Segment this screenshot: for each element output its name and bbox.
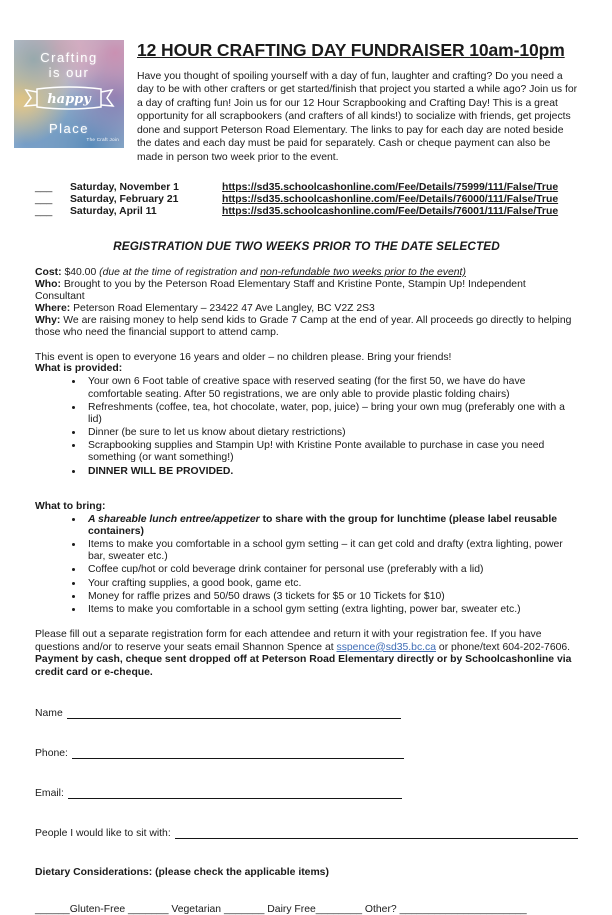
list-item: • Your own 6 Foot table of creative space with reserved seating (for the first 50, we have do have comfortable seating. After 50 registrations, we are only able to provide plastic folding chairs) [84,376,578,400]
header [14,40,578,164]
payment-instructions: Payment by cash, cheque sent dropped off at Peterson Road Elementary directly or by Schoolcashonline via credit card or e-cheque. [35,654,572,678]
list-item: • Scrapbooking supplies and Stampin Up! with Kristine Ponte available to purchase in case you need something (or want something!) [84,440,578,464]
dietary-blank: _______ [125,904,172,915]
checkbox-blank: ___ [35,193,53,205]
cost-note-refund-policy: non-refundable two weeks prior to the event) [260,266,466,278]
dietary-option-vegetarian: Vegetarian [171,904,222,915]
date-row-november [35,182,578,194]
shareable-lunch-emphasis: A shareable lunch entree/appetizer [88,513,260,525]
phone-fill-line [72,746,404,759]
dietary-blank: ______ [35,904,70,915]
why-line [35,315,578,339]
logo-text-line: Place [48,120,90,136]
email-field-row [35,786,578,799]
list-item: • Items to make you comfortable in a school gym setting (extra lighting, power bar, sweater etc.) [84,604,578,616]
logo-text-line: Crafting [40,50,98,66]
cost-value: $40.00 [61,266,100,278]
list-item: • Dinner (be sure to let us know about dietary restrictions) [84,427,578,439]
dietary-other-blank: ______________________ [399,904,527,915]
sit-with-label: People I would like to sit with: [35,828,171,840]
dietary-options-line [35,904,578,915]
phone-field-row [35,746,578,759]
where-text: Peterson Road Elementary – 23422 47 Ave Langley, BC V2Z 2S3 [70,302,375,314]
payment-link-april[interactable]: https://sd35.schoolcashonline.com/Fee/Details/76001/111/False/True [222,205,559,217]
logo-text-line: is our [48,65,90,81]
cost-label: Cost: [35,266,62,278]
bring-list [35,514,578,616]
closing-text: Please fill out a separate registration form for each attendee and return it with your registration fee. If you have questions and/or to reserve your seats email Shannon Spence at [35,629,542,653]
cost-line [35,267,578,279]
checkbox-blank: ___ [35,181,53,193]
cost-note: (due at the time of registration and [99,266,261,278]
page-title: 12 HOUR CRAFTING DAY FUNDRAISER 10am-10pm [137,40,565,60]
checkbox-blank: ___ [35,205,53,217]
why-text: We are raising money to help send kids to Grade 7 Camp at the end of year. All proceeds go directly to helping those who need the financial support to attend camp. [35,314,572,338]
who-label: Who: [35,278,61,290]
ribbon-banner-icon [22,82,116,121]
list-item: • Your crafting supplies, a good book, game etc. [84,578,578,590]
name-field-row [35,706,578,719]
bring-heading: What to bring: [35,500,106,512]
logo-watermark: The Craft Join [86,137,119,142]
list-item: • Coffee cup/hot or cold beverage drink container for personal use (preferably with a lid) [84,564,578,576]
crafting-logo-image [14,40,124,148]
who-text: Brought to you by the Peterson Road Elementary Staff and Kristine Ponte, Stampin Up! Independent Consultant [35,278,526,302]
name-fill-line [67,706,401,719]
list-item-dinner-provided: • DINNER WILL BE PROVIDED. [84,466,578,478]
where-line [35,303,578,315]
closing-paragraph [35,629,578,679]
list-item-shareable-lunch [84,514,578,538]
intro-paragraph: Have you thought of spoiling yourself with a day of fun, laughter and crafting? Do you need a day to be with other crafters or get started/finish that project you started a while ago? Join us for a day of crafting fun! Join us for our 12 Hour Scrapbooking and Crafting Day! This is a great opportunity for all scrapbookers (and crafters of all kinds!) to socialize with friends, get projects done and support Peterson Road Elementary. The links to pay for each day are noted beside the dates and each day must be paid for separately. Cash or cheque payment can also be made in person two week prior to the event. [137,71,578,163]
phone-label: Phone: [35,748,68,760]
date-row-april [35,206,578,218]
list-item: • Items to make you comfortable in a school gym setting – it can get cold and drafty (extra lighting, power bar, sweater etc.) [84,539,578,563]
dietary-option-other: Other? [364,904,400,915]
dietary-heading: Dietary Considerations: (please check the applicable items) [35,867,329,879]
open-to-everyone-note: This event is open to everyone 16 years and older – no children please. Bring your friends! [35,351,452,363]
shareable-lunch-rest: to share with the group for lunchtime (please label reusable containers) [88,513,558,537]
logo-banner-word: happy [47,91,91,107]
sit-with-fill-line [175,826,578,839]
provided-list [35,376,578,477]
list-item: • Refreshments (coffee, tea, hot chocolate, water, pop, juice) – bring your own mug (preferably one with a lid) [84,402,578,426]
dietary-blank: ________ [315,904,365,915]
email-label: Email: [35,788,64,800]
event-dates-list [35,182,578,218]
why-label: Why: [35,314,61,326]
date-row-february [35,194,578,206]
payment-link-november[interactable]: https://sd35.schoolcashonline.com/Fee/Details/75999/111/False/True [222,181,559,193]
dietary-option-gluten-free: Gluten-Free [69,904,126,915]
who-line [35,279,578,303]
header-text-block [137,40,578,164]
date-label: Saturday, November 1 [70,181,179,193]
contact-email-link[interactable]: sspence@sd35.bc.ca [336,641,437,653]
list-item: • Money for raffle prizes and 50/50 draws (3 tickets for $5 or 10 Tickets for $10) [84,591,578,603]
closing-text: or phone/text 604-202-7606. [436,641,571,653]
payment-link-february[interactable]: https://sd35.schoolcashonline.com/Fee/Details/76000/111/False/True [222,193,559,205]
dietary-option-dairy-free: Dairy Free [267,904,316,915]
provided-heading: What is provided: [35,363,123,375]
registration-deadline-notice: REGISTRATION DUE TWO WEEKS PRIOR TO THE DATE SELECTED [113,238,500,253]
sit-with-field-row [35,826,578,839]
event-details [35,267,578,339]
email-fill-line [68,786,402,799]
dietary-blank: _______ [221,904,268,915]
name-label: Name [35,708,63,720]
date-label: Saturday, April 11 [70,205,157,217]
where-label: Where: [35,302,71,314]
date-label: Saturday, February 21 [70,193,179,205]
